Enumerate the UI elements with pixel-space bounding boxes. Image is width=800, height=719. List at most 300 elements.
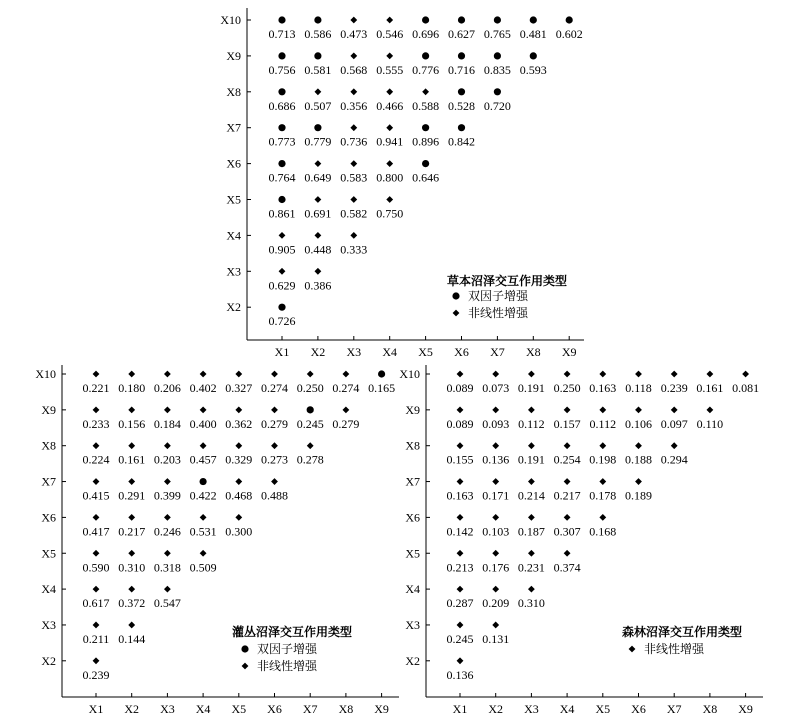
panel-2-point-X9-X8 xyxy=(343,406,350,413)
panel-2-y-tick-label: X2 xyxy=(41,653,56,668)
panel-2-x-tick-label: X3 xyxy=(160,702,175,716)
panel-2-x-tick-label: X4 xyxy=(195,702,211,716)
panel-1-point-X7-X2 xyxy=(314,124,321,131)
panel-1-value-label: 0.764 xyxy=(268,170,296,185)
panel-2-value-label: 0.246 xyxy=(153,524,181,539)
panel-1-x-tick-label: X6 xyxy=(454,345,469,359)
panel-2-point-X7-X2 xyxy=(128,478,135,485)
panel-3-point-X2-X1 xyxy=(457,657,464,664)
panel-3-value-label: 0.136 xyxy=(446,667,474,682)
panel-2-value-label: 0.245 xyxy=(296,416,324,431)
panel-3-point-X9-X8 xyxy=(707,406,714,413)
panel-1-value-label: 0.528 xyxy=(448,98,475,113)
panel-3-point-X6-X5 xyxy=(599,514,606,521)
panel-2-value-label: 0.509 xyxy=(189,560,217,575)
panel-1-x-tick-label: X3 xyxy=(346,345,362,359)
panel-3-x-tick-label: X5 xyxy=(595,702,611,716)
panel-2-value-label: 0.329 xyxy=(225,452,253,467)
panel-2-value-label: 0.457 xyxy=(189,452,217,467)
panel-2-point-X9-X7 xyxy=(307,406,314,413)
panel-3-value-label: 0.112 xyxy=(518,416,545,431)
panel-1-point-X8-X1 xyxy=(278,88,285,95)
panel-1-y-tick-label: X3 xyxy=(226,264,241,279)
panel-2-value-label: 0.617 xyxy=(82,596,110,611)
panel-3-point-X10-X9 xyxy=(742,371,749,378)
panel-2-x-tick-label: X9 xyxy=(374,702,389,716)
panel-2-value-label: 0.161 xyxy=(118,452,146,467)
panel-2-point-X2-X1 xyxy=(93,657,100,664)
panel-2-point-X4-X3 xyxy=(164,586,171,593)
panel-2-value-label: 0.279 xyxy=(332,416,360,431)
panel-2-value-label: 0.372 xyxy=(118,596,146,611)
panel-1-point-X4-X2 xyxy=(315,232,322,239)
panel-3-point-X9-X6 xyxy=(635,406,642,413)
panel-2-point-X8-X6 xyxy=(271,442,278,449)
panel-3-point-X5-X2 xyxy=(492,550,499,557)
panel-3-y-tick-label: X6 xyxy=(405,510,420,525)
panel-2-value-label: 0.300 xyxy=(225,524,253,539)
panel-2-point-X6-X3 xyxy=(164,514,171,521)
panel-1-point-X10-X8 xyxy=(530,16,537,23)
panel-3-legend-diamond-icon xyxy=(629,646,636,653)
panel-2-point-X9-X4 xyxy=(200,406,207,413)
panel-3-point-X8-X6 xyxy=(635,442,642,449)
panel-2-value-label: 0.547 xyxy=(153,596,181,611)
panel-1-value-label: 0.333 xyxy=(340,242,368,257)
panel-3-value-label: 0.374 xyxy=(553,560,581,575)
panel-3-value-label: 0.250 xyxy=(553,381,581,395)
panel-2-value-label: 0.531 xyxy=(189,524,217,539)
panel-3-point-X7-X5 xyxy=(599,478,606,485)
panel-2-value-label: 0.279 xyxy=(261,416,288,431)
panel-2-point-X8-X5 xyxy=(235,442,242,449)
panel-2-value-label: 0.156 xyxy=(118,416,146,431)
panel-3-point-X8-X1 xyxy=(457,442,464,449)
panel-1-y-tick-label: X2 xyxy=(226,300,241,315)
panel-1-value-label: 0.686 xyxy=(268,98,296,113)
panel-2-legend-diamond-icon xyxy=(242,663,249,670)
panel-2-value-label: 0.400 xyxy=(189,416,217,431)
panel-1-point-X10-X2 xyxy=(314,16,321,23)
panel-1-point-X5-X2 xyxy=(315,196,322,203)
panel-3-point-X9-X4 xyxy=(564,406,571,413)
panel-2-value-label: 0.278 xyxy=(296,452,324,467)
panel-1-point-X6-X4 xyxy=(386,160,393,167)
panel-1-point-X10-X3 xyxy=(350,17,357,24)
panel-2-point-X6-X4 xyxy=(200,514,207,521)
panel-1-x-tick-label: X4 xyxy=(382,345,398,359)
panel-3-point-X9-X5 xyxy=(599,406,606,413)
panel-2-value-label: 0.239 xyxy=(82,667,110,682)
panel-1-y-tick-label: X5 xyxy=(226,192,241,207)
panel-1-value-label: 0.588 xyxy=(412,98,440,113)
panel-1-legend-diamond-icon xyxy=(453,310,460,317)
panel-2-value-label: 0.217 xyxy=(118,524,146,539)
panel-2-point-X7-X6 xyxy=(271,478,278,485)
panel-2-point-X7-X5 xyxy=(235,478,242,485)
panel-2-point-X9-X3 xyxy=(164,406,171,413)
panel-1-value-label: 0.646 xyxy=(412,170,440,185)
panel-1-point-X2-X1 xyxy=(278,304,285,311)
panel-1-value-label: 0.941 xyxy=(376,134,404,149)
panel-3-point-X5-X3 xyxy=(528,550,535,557)
panel-1-point-X10-X6 xyxy=(458,16,465,23)
panel-1-point-X5-X1 xyxy=(278,196,285,203)
panel-1-x-tick-label: X9 xyxy=(561,345,577,359)
panel-1-y-tick-label: X6 xyxy=(226,156,241,171)
panel-1-x-tick-label: X2 xyxy=(310,345,326,359)
panel-1-point-X3-X2 xyxy=(315,268,322,275)
panel-1-value-label: 0.582 xyxy=(340,206,368,221)
panel-3-value-label: 0.191 xyxy=(517,381,545,395)
panel-3-value-label: 0.178 xyxy=(589,488,617,503)
panel-3-value-label: 0.168 xyxy=(589,524,617,539)
panel-1-point-X8-X4 xyxy=(386,88,393,95)
panel-1-value-label: 0.835 xyxy=(483,62,511,77)
panel-1-point-X9-X8 xyxy=(530,52,537,59)
panel-2-value-label: 0.590 xyxy=(82,560,110,575)
panel-2-point-X10-X3 xyxy=(164,371,171,378)
panel-3-point-X7-X2 xyxy=(492,478,499,485)
panel-3-point-X8-X2 xyxy=(492,442,499,449)
panel-1-point-X7-X1 xyxy=(278,124,285,131)
panel-3-value-label: 0.231 xyxy=(517,560,545,575)
panel-1-value-label: 0.448 xyxy=(304,242,332,257)
panel-1-value-label: 0.507 xyxy=(304,98,332,113)
panel-3-y-tick-label: X5 xyxy=(405,546,420,561)
panel-2-value-label: 0.165 xyxy=(368,381,396,395)
panel-3-point-X9-X2 xyxy=(492,406,499,413)
panel-3-value-label: 0.189 xyxy=(625,488,652,503)
panel-3-value-label: 0.191 xyxy=(517,452,545,467)
panel-2-point-X8-X7 xyxy=(307,442,314,449)
panel-3-point-X7-X4 xyxy=(564,478,571,485)
panel-2-point-X5-X4 xyxy=(200,550,207,557)
panel-3-x-tick-label: X6 xyxy=(631,702,646,716)
panel-3-point-X8-X3 xyxy=(528,442,535,449)
panel-2-point-X8-X1 xyxy=(93,442,100,449)
panel-3-legend-title: 森林沼泽交互作用类型 xyxy=(622,625,743,639)
panel-3-value-label: 0.171 xyxy=(482,488,510,503)
panel-1-point-X4-X1 xyxy=(279,232,286,239)
panel-3-value-label: 0.188 xyxy=(625,452,652,467)
panel-1-legend-label: 非线性增强 xyxy=(468,306,529,320)
panel-2-value-label: 0.417 xyxy=(82,524,110,539)
panel-1-point-X7-X5 xyxy=(422,124,429,131)
panel-3-y-tick-label: X2 xyxy=(405,653,420,668)
panel-2-y-tick-label: X8 xyxy=(41,438,56,453)
panel-1-point-X7-X4 xyxy=(386,124,393,131)
panel-3-y-tick-label: X9 xyxy=(405,402,420,417)
panel-2-y-tick-label: X10 xyxy=(35,367,56,381)
panel-1-point-X9-X2 xyxy=(314,52,321,59)
panel-3-point-X3-X1 xyxy=(457,622,464,629)
panel-1-value-label: 0.779 xyxy=(304,134,332,149)
panel-2-value-label: 0.318 xyxy=(153,560,181,575)
panel-1-value-label: 0.627 xyxy=(448,27,475,41)
panel-1-point-X4-X3 xyxy=(350,232,357,239)
panel-2-point-X9-X6 xyxy=(271,406,278,413)
panel-3-point-X8-X7 xyxy=(671,442,678,449)
panel-1-value-label: 0.773 xyxy=(268,134,296,149)
panel-1-legend-title: 草本沼泽交互作用类型 xyxy=(447,274,568,288)
panel-3-y-tick-label: X10 xyxy=(399,367,420,381)
panel-1-point-X8-X5 xyxy=(422,88,429,95)
panel-3-value-label: 0.294 xyxy=(660,452,688,467)
panel-3-value-label: 0.213 xyxy=(446,560,474,575)
panel-2-value-label: 0.221 xyxy=(82,381,110,395)
panel-3-value-label: 0.157 xyxy=(553,416,581,431)
panel-2-point-X10-X5 xyxy=(235,371,242,378)
panel-2-point-X10-X4 xyxy=(200,371,207,378)
panel-1-value-label: 0.466 xyxy=(376,98,404,113)
panel-3-value-label: 0.081 xyxy=(732,381,760,395)
panel-2-value-label: 0.468 xyxy=(225,488,253,503)
panel-1-value-label: 0.386 xyxy=(304,278,332,293)
panel-3-value-label: 0.073 xyxy=(482,381,510,395)
panel-3-x-tick-label: X8 xyxy=(702,702,718,716)
panel-2-x-tick-label: X8 xyxy=(338,702,354,716)
panel-2-value-label: 0.206 xyxy=(153,381,181,395)
panel-1-point-X6-X1 xyxy=(278,160,285,167)
panel-1-value-label: 0.756 xyxy=(268,62,296,77)
panel-3-value-label: 0.097 xyxy=(660,416,688,431)
panel-2-point-X6-X1 xyxy=(93,514,100,521)
panel-2-legend-label: 非线性增强 xyxy=(257,659,318,673)
panel-2-point-X10-X8 xyxy=(343,371,350,378)
panel-3-point-X10-X8 xyxy=(707,371,714,378)
panel-2-value-label: 0.362 xyxy=(225,416,253,431)
panel-1-point-X10-X4 xyxy=(386,17,393,24)
panel-2-value-label: 0.402 xyxy=(189,381,217,395)
panel-1-value-label: 0.546 xyxy=(376,27,404,41)
panel-1-value-label: 0.800 xyxy=(376,170,404,185)
panel-1-point-X9-X6 xyxy=(458,52,465,59)
panel-3-legend-label: 非线性增强 xyxy=(644,642,705,656)
panel-3-x-tick-label: X2 xyxy=(488,702,504,716)
panel-2-value-label: 0.327 xyxy=(225,381,253,395)
panel-1-value-label: 0.629 xyxy=(268,278,296,293)
panel-1-x-tick-label: X1 xyxy=(274,345,290,359)
panel-2-value-label: 0.415 xyxy=(82,488,110,503)
panel-3-point-X3-X2 xyxy=(492,622,499,629)
panel-2-point-X9-X2 xyxy=(128,406,135,413)
panel-1-y-tick-label: X8 xyxy=(226,84,241,99)
panel-1-value-label: 0.726 xyxy=(268,314,296,329)
panel-3-value-label: 0.103 xyxy=(482,524,510,539)
panel-1-point-X9-X4 xyxy=(386,53,393,60)
panel-2-point-X10-X2 xyxy=(128,371,135,378)
panel-3-value-label: 0.239 xyxy=(660,381,688,395)
panel-2-value-label: 0.211 xyxy=(82,631,110,646)
panel-2-x-tick-label: X7 xyxy=(302,702,318,716)
panel-2-y-tick-label: X5 xyxy=(41,546,56,561)
panel-3-value-label: 0.217 xyxy=(553,488,581,503)
panel-3-value-label: 0.112 xyxy=(589,416,617,431)
panel-2-point-X10-X9 xyxy=(378,370,385,377)
panel-2-y-tick-label: X3 xyxy=(41,617,56,632)
panel-1-value-label: 0.716 xyxy=(448,62,475,77)
panel-1-value-label: 0.555 xyxy=(376,62,404,77)
panel-2-point-X7-X1 xyxy=(93,478,100,485)
panel-3-value-label: 0.254 xyxy=(553,452,581,467)
panel-3-x-tick-label: X4 xyxy=(559,702,575,716)
panel-1-value-label: 0.842 xyxy=(448,134,475,149)
panel-3-value-label: 0.142 xyxy=(446,524,474,539)
panel-2-legend-label: 双因子增强 xyxy=(257,642,318,656)
panel-1-value-label: 0.593 xyxy=(519,62,547,77)
panel-1-value-label: 0.473 xyxy=(340,27,368,41)
panel-2-y-tick-label: X4 xyxy=(41,582,56,597)
panel-2-x-tick-label: X6 xyxy=(267,702,282,716)
panel-1-point-X7-X3 xyxy=(350,124,357,131)
panel-3-value-label: 0.106 xyxy=(625,416,652,431)
panel-2-legend-circle-icon xyxy=(241,645,248,652)
panel-3-y-tick-label: X4 xyxy=(405,582,420,597)
panel-1-value-label: 0.896 xyxy=(412,134,440,149)
panel-2-value-label: 0.180 xyxy=(118,381,146,395)
panel-3-x-tick-label: X1 xyxy=(452,702,468,716)
panel-2-x-tick-label: X5 xyxy=(231,702,247,716)
panel-3-value-label: 0.118 xyxy=(625,381,652,395)
panel-1-value-label: 0.861 xyxy=(268,206,296,221)
panel-1-y-tick-label: X7 xyxy=(226,120,241,135)
panel-3-value-label: 0.161 xyxy=(696,381,724,395)
panel-1-value-label: 0.905 xyxy=(268,242,296,257)
panel-3-value-label: 0.089 xyxy=(446,416,474,431)
panel-3-point-X9-X1 xyxy=(457,406,464,413)
panel-2-point-X3-X1 xyxy=(93,622,100,629)
panel-1-value-label: 0.602 xyxy=(555,27,583,41)
panel-1-point-X8-X2 xyxy=(315,88,322,95)
panel-2-point-X4-X1 xyxy=(93,586,100,593)
panel-1-value-label: 0.776 xyxy=(412,62,440,77)
panel-1-value-label: 0.696 xyxy=(412,27,440,41)
panel-3-point-X5-X4 xyxy=(564,550,571,557)
panel-3-value-label: 0.198 xyxy=(589,452,617,467)
panel-1-value-label: 0.356 xyxy=(340,98,368,113)
panel-3-value-label: 0.089 xyxy=(446,381,474,395)
panel-1-x-tick-label: X7 xyxy=(490,345,505,359)
panel-2-point-X9-X5 xyxy=(235,406,242,413)
panel-2-point-X5-X3 xyxy=(164,550,171,557)
panel-2-x-tick-label: X1 xyxy=(88,702,104,716)
panel-1-value-label: 0.765 xyxy=(483,27,511,41)
panel-3-point-X6-X4 xyxy=(564,514,571,521)
panel-2-y-tick-label: X7 xyxy=(41,474,56,489)
panel-3-value-label: 0.310 xyxy=(517,596,545,611)
panel-1-point-X10-X5 xyxy=(422,16,429,23)
panel-3-point-X4-X1 xyxy=(457,586,464,593)
panel-3-point-X10-X2 xyxy=(492,371,499,378)
panel-2-value-label: 0.184 xyxy=(153,416,181,431)
panel-1-y-tick-label: X9 xyxy=(226,48,241,63)
panel-1-point-X10-X9 xyxy=(566,16,573,23)
panel-2-y-tick-label: X6 xyxy=(41,510,56,525)
panel-1-point-X8-X7 xyxy=(494,88,501,95)
panel-3-point-X4-X2 xyxy=(492,586,499,593)
panel-2-point-X3-X2 xyxy=(128,622,135,629)
panel-1-x-tick-label: X8 xyxy=(525,345,541,359)
panel-1-value-label: 0.481 xyxy=(519,27,547,41)
panel-2-value-label: 0.422 xyxy=(189,488,217,503)
panel-2-point-X8-X4 xyxy=(200,442,207,449)
panel-2-value-label: 0.274 xyxy=(332,381,360,395)
panel-1-value-label: 0.581 xyxy=(304,62,332,77)
panel-1-legend-circle-icon xyxy=(452,292,459,299)
panel-1-value-label: 0.586 xyxy=(304,27,332,41)
panel-1-value-label: 0.713 xyxy=(268,27,296,41)
panel-3-x-tick-label: X7 xyxy=(666,702,682,716)
panel-2-point-X6-X5 xyxy=(235,514,242,521)
panel-1-y-tick-label: X4 xyxy=(226,228,241,243)
panel-1-point-X9-X3 xyxy=(350,53,357,60)
panel-1-value-label: 0.736 xyxy=(340,134,368,149)
panel-2-value-label: 0.224 xyxy=(82,452,110,467)
panel-3-point-X7-X6 xyxy=(635,478,642,485)
panel-3-x-tick-label: X9 xyxy=(738,702,753,716)
panel-2-point-X9-X1 xyxy=(93,406,100,413)
panel-1-point-X7-X6 xyxy=(458,124,465,131)
panel-3-point-X8-X5 xyxy=(599,442,606,449)
panel-3-value-label: 0.245 xyxy=(446,631,474,646)
panel-3-point-X4-X3 xyxy=(528,586,535,593)
panel-2-point-X6-X2 xyxy=(128,514,135,521)
panel-3-y-tick-label: X3 xyxy=(405,617,420,632)
panel-2-point-X8-X3 xyxy=(164,442,171,449)
panel-3-point-X10-X4 xyxy=(564,371,571,378)
panel-1-point-X10-X7 xyxy=(494,16,501,23)
panel-3-value-label: 0.307 xyxy=(553,524,581,539)
panel-1-point-X3-X1 xyxy=(279,268,286,275)
panel-3-point-X10-X3 xyxy=(528,371,535,378)
panel-2-value-label: 0.250 xyxy=(296,381,324,395)
panel-3-value-label: 0.155 xyxy=(446,452,474,467)
panel-2-point-X10-X7 xyxy=(307,371,314,378)
panel-3-point-X6-X2 xyxy=(492,514,499,521)
panel-2-point-X10-X1 xyxy=(93,371,100,378)
panel-1-point-X9-X5 xyxy=(422,52,429,59)
panel-3-point-X8-X4 xyxy=(564,442,571,449)
panel-3-value-label: 0.131 xyxy=(482,631,510,646)
panel-3-value-label: 0.136 xyxy=(482,452,510,467)
panel-3-point-X5-X1 xyxy=(457,550,464,557)
panel-1-point-X6-X2 xyxy=(315,160,322,167)
panel-3-x-tick-label: X3 xyxy=(524,702,539,716)
panel-1-x-tick-label: X5 xyxy=(418,345,433,359)
panel-1-point-X6-X3 xyxy=(350,160,357,167)
panel-3-value-label: 0.163 xyxy=(589,381,617,395)
panel-3-point-X6-X1 xyxy=(457,514,464,521)
panel-1-value-label: 0.691 xyxy=(304,206,332,221)
panel-1-point-X6-X5 xyxy=(422,160,429,167)
panel-3-point-X7-X1 xyxy=(457,478,464,485)
panel-2-y-tick-label: X9 xyxy=(41,402,56,417)
panel-1-point-X8-X3 xyxy=(350,88,357,95)
panel-3-value-label: 0.163 xyxy=(446,488,474,503)
panel-2-point-X7-X4 xyxy=(200,478,207,485)
panel-3-point-X7-X3 xyxy=(528,478,535,485)
panel-2-point-X8-X2 xyxy=(128,442,135,449)
panel-2-value-label: 0.144 xyxy=(118,631,146,646)
panel-3-point-X9-X7 xyxy=(671,406,678,413)
panel-2-value-label: 0.274 xyxy=(261,381,288,395)
panel-2-value-label: 0.233 xyxy=(82,416,110,431)
panel-3-value-label: 0.287 xyxy=(446,596,474,611)
panel-1-point-X9-X1 xyxy=(278,52,285,59)
panel-1-value-label: 0.750 xyxy=(376,206,404,221)
panel-3-y-tick-label: X8 xyxy=(405,438,420,453)
